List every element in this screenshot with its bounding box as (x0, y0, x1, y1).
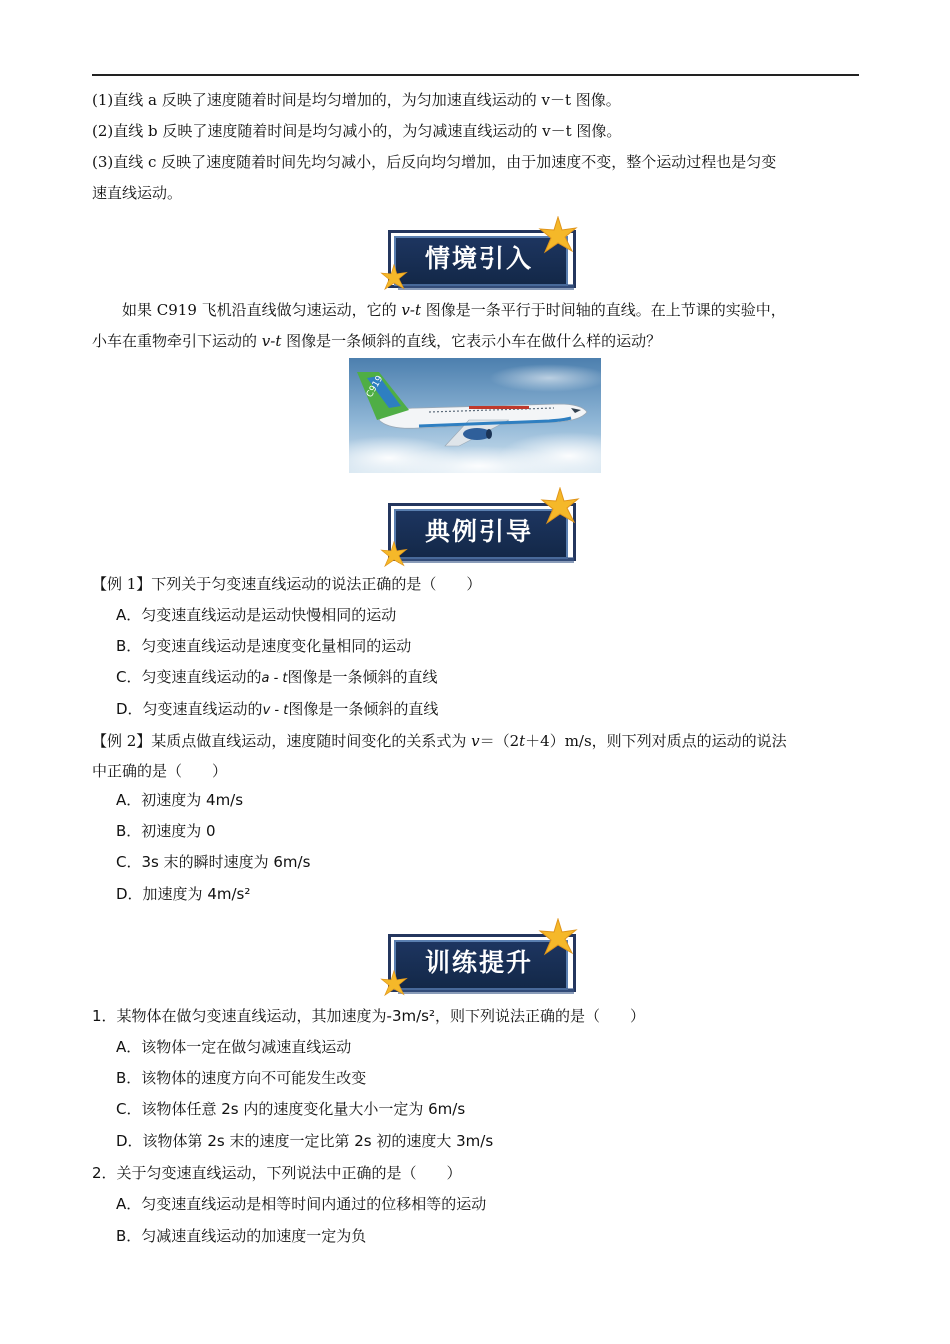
star-icon (540, 487, 580, 527)
question-2-option-b: B．匀减速直线运动的加速度一定为负 (116, 1227, 367, 1245)
scenario-line-2: 小车在重物牵引下运动的 v-t 图像是一条倾斜的直线，它表示小车在做什么样的运动？ (92, 332, 662, 350)
c919-plane-image (349, 358, 601, 473)
question-1-option-d: D．该物体第 2s 末的速度一定比第 2s 初的速度大 3m/s (116, 1132, 494, 1150)
question-1-stem: 1．某物体在做匀变速直线运动，其加速度为-3m/s²，则下列说法正确的是（ ） (92, 1007, 645, 1025)
example-2-option-c: C．3s 末的瞬时速度为 6m/s (116, 853, 311, 871)
question-2-option-a: A．匀变速直线运动是相等时间内通过的位移相等的运动 (116, 1195, 487, 1213)
section-banner-examples (388, 495, 588, 569)
intro-line-3-cont: 速直线运动。 (92, 184, 183, 202)
example-2-stem-cont: 中正确的是（ ） (92, 762, 228, 780)
example-1-option-a: A．匀变速直线运动是运动快慢相同的运动 (116, 606, 397, 624)
example-1-option-d: D．匀变速直线运动的v - t图像是一条倾斜的直线 (116, 700, 439, 718)
star-icon (380, 264, 408, 292)
section-title-examples: 典例引导 (424, 517, 533, 546)
example-2-option-d: D．加速度为 4m/s² (116, 885, 251, 903)
tail-lettering: C919 (364, 374, 386, 400)
question-1-option-a: A．该物体一定在做匀减速直线运动 (116, 1038, 352, 1056)
scenario-line-1: 如果 C919 飞机沿直线做匀速运动，它的 v-t 图像是一条平行于时间轴的直线。在上节课的实验中， (122, 301, 786, 319)
intro-line-2: (2)直线 b 反映了速度随着时间是均匀减小的，为匀减速直线运动的 v－t 图像。 (92, 122, 622, 140)
intro-line-3: (3)直线 c 反映了速度随着时间先均匀减小，后反向均匀增加，由于加速度不变，整个运动过程也是匀变 (92, 153, 777, 171)
example-2-stem: 【例 2】某质点做直线运动，速度随时间变化的关系式为 v＝（2t＋4）m/s，则下列对质点的运动的说法 (92, 732, 787, 750)
section-title-practice: 训练提升 (424, 948, 533, 977)
section-banner-practice (388, 926, 588, 1000)
header-rule (92, 74, 859, 76)
example-1-option-b: B．匀变速直线运动是速度变化量相同的运动 (116, 637, 412, 655)
question-2-stem: 2．关于匀变速直线运动，下列说法中正确的是（ ） (92, 1164, 462, 1182)
star-icon (538, 918, 578, 958)
question-1-option-b: B．该物体的速度方向不可能发生改变 (116, 1069, 367, 1087)
example-1-option-c: C．匀变速直线运动的a - t图像是一条倾斜的直线 (116, 668, 438, 686)
example-2-option-b: B．初速度为 0 (116, 822, 216, 840)
section-title-scenario: 情境引入 (424, 244, 533, 273)
question-1-option-c: C．该物体任意 2s 内的速度变化量大小一定为 6m/s (116, 1100, 466, 1118)
intro-line-1: (1)直线 a 反映了速度随着时间是均匀增加的，为匀加速直线运动的 v－t 图像。 (92, 91, 621, 109)
section-banner-scenario (388, 222, 588, 296)
star-icon (380, 541, 408, 569)
star-icon (380, 970, 408, 998)
star-icon (538, 216, 578, 256)
example-1-stem: 【例 1】下列关于匀变速直线运动的说法正确的是（ ） (92, 575, 482, 593)
example-2-option-a: A．初速度为 4m/s (116, 791, 244, 809)
